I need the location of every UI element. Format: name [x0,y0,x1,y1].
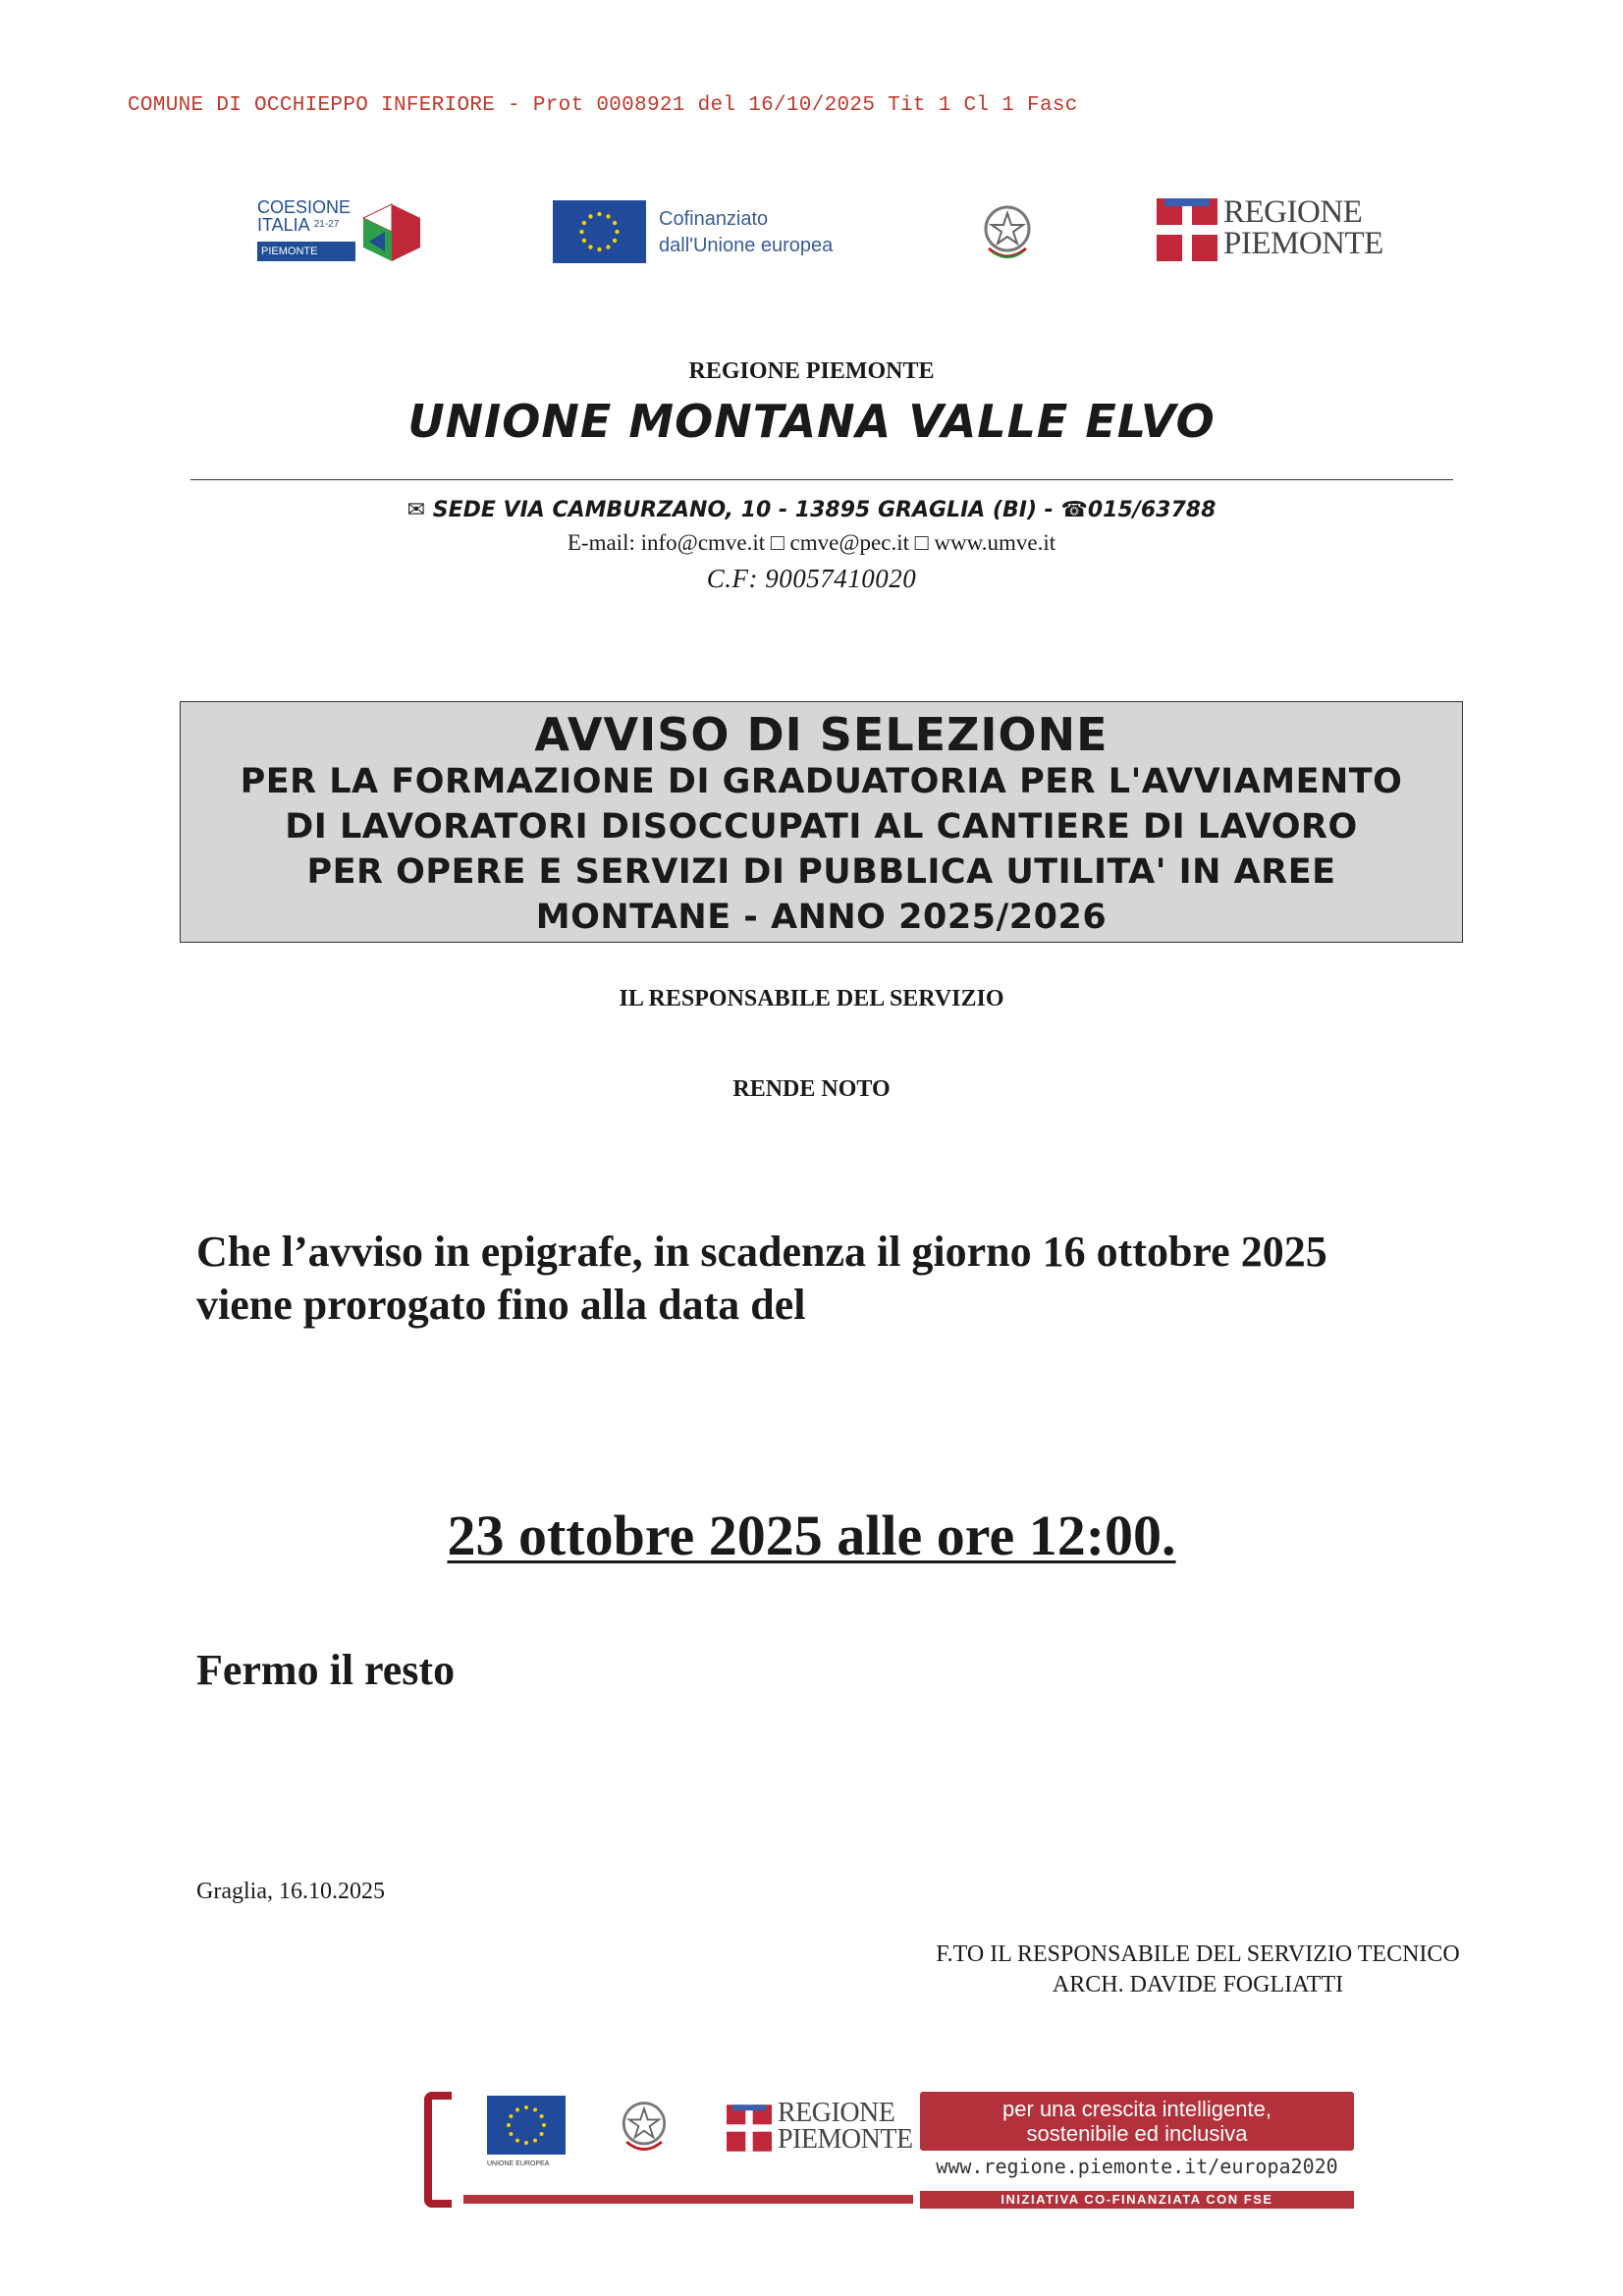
responsible-heading: IL RESPONSABILE DEL SERVIZIO [619,986,1004,1011]
eu-cofinanced-logo [553,200,834,268]
coesione-line2: ITALIA [257,215,309,235]
coesione-cube-icon [359,202,424,265]
footer-italian-emblem-icon [617,2096,672,2159]
eu-logo-line1: Cofinanziato [659,208,769,230]
body-line: Che l’avviso in epigrafe, in scadenza il giorno 16 ottobre 2025 [196,1228,1327,1276]
coesione-italia-logo [257,198,429,269]
footer-regione-line2: PIEMONTE [778,2124,913,2155]
footer-banner [424,2092,1357,2212]
slogan-line1: per una crescita intelligente, [1002,2097,1271,2121]
coesione-line1: COESIONE [257,197,352,217]
header-region: REGIONE PIEMONTE [688,358,935,384]
eu-flag-icon [553,200,646,263]
footer-eu-label: UNIONE EUROPEA [487,2160,550,2167]
protocol-stamp: COMUNE DI OCCHIEPPO INFERIORE - Prot 0008921 del 16/10/2025 Tit 1 Cl 1 Fasc [128,94,1078,117]
header-divider [190,479,1453,480]
notice-subtitle-line: MONTANE - ANNO 2025/2026 [535,898,1108,937]
footer-regione-cross-icon [727,2104,772,2153]
rende-noto-heading: RENDE NOTO [732,1076,891,1102]
phone-number: 015/63788 [1087,498,1217,522]
eu-logo-line2: dall'Unione europea [659,235,834,256]
coesione-badge: PIEMONTE [257,242,355,261]
header-address [0,498,1623,522]
notice-body [196,1226,1473,1332]
header-email-line: E-mail: info@cmve.it □ cmve@pec.it □ www.umve.it [567,530,1056,555]
footer-slogan [920,2092,1354,2151]
footer-regione-logo [727,2098,913,2158]
new-deadline [0,1503,1623,1568]
regione-line1: REGIONE [1223,194,1363,230]
body-line: viene prorogato fino alla data del [196,1281,806,1329]
footer-url: www.regione.piemonte.it/europa2020 [936,2155,1338,2178]
slogan-line2: sostenibile ed inclusiva [1026,2121,1248,2146]
footer-eu-flag-icon [487,2096,566,2155]
notice-subtitle-line: DI LAVORATORI DISOCCUPATI AL CANTIERE DI LAVORO [285,807,1358,847]
fermo-il-resto: Fermo il resto [196,1646,456,1694]
signature-name: ARCH. DAVIDE FOGLIATTI [1052,1972,1344,1997]
address-text: SEDE VIA CAMBURZANO, 10 - 13895 GRAGLIA (BI) - [432,498,1054,522]
header-union-name: UNIONE MONTANA VALLE ELVO [407,395,1216,448]
signature-block [805,1940,1591,2000]
footer-bracket [424,2092,452,2208]
footer-red-line [463,2195,913,2204]
deadline-text: 23 ottobre 2025 alle ore 12:00. [447,1503,1176,1567]
footer-fse-label: INIZIATIVA CO-FINANZIATA CON FSE [920,2191,1354,2209]
regione-piemonte-cross-icon [1157,198,1217,261]
notice-title: AVVISO DI SELEZIONE [534,708,1109,761]
regione-line2: PIEMONTE [1223,226,1383,261]
notice-subtitle-line: PER OPERE E SERVIZI DI PUBBLICA UTILITA' IN AREE [306,852,1336,892]
notice-title-box [180,701,1463,943]
phone-icon: ☎ [1060,498,1088,522]
notice-subtitle-line: PER LA FORMAZIONE DI GRADUATORIA PER L'AVVIAMENTO [240,762,1403,801]
regione-piemonte-logo [1157,194,1383,266]
italian-republic-emblem-icon [979,199,1036,266]
header-fiscal-code: C.F: 90057410020 [706,564,917,593]
footer-regione-line1: REGIONE [778,2098,895,2128]
coesione-years: 21-27 [313,219,340,230]
mail-icon: ✉ [406,498,426,522]
place-date: Graglia, 16.10.2025 [196,1879,385,1904]
signature-role: F.TO IL RESPONSABILE DEL SERVIZIO TECNICO [936,1941,1460,1967]
